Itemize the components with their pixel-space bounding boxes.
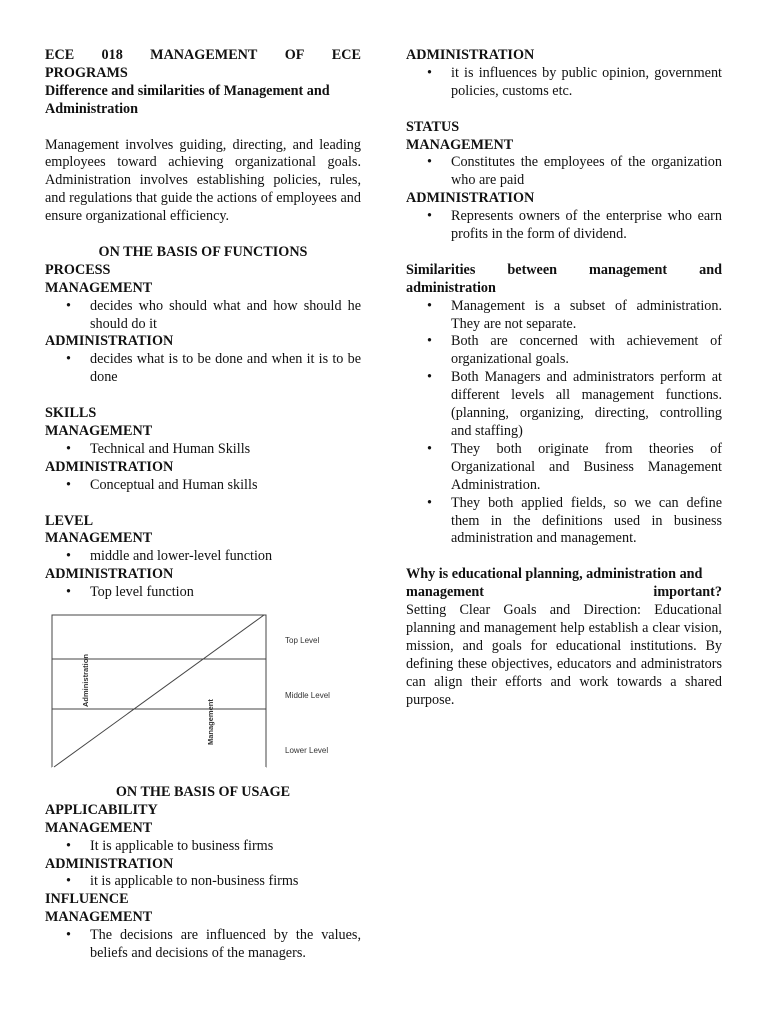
why-body-paragraph: Setting Clear Goals and Direction: Educational planning and management help establish a clear vision, mission, and goals for educational institutions. By defining these objectives, educators and administrators can align their efforts and work towards a shared purpose. — [406, 602, 722, 708]
applicability-label: APPLICABILITY — [45, 801, 158, 818]
influence-label: INFLUENCE — [45, 891, 129, 908]
list-item: • Conceptual and Human skills — [45, 477, 361, 495]
influence-administration-list — [406, 65, 722, 101]
list-item: • It is applicable to business firms — [45, 838, 361, 856]
status-administration-label: ADMINISTRATION — [406, 190, 535, 207]
applicability-management-label: MANAGEMENT — [45, 819, 153, 836]
top-level-label: Top Level — [285, 636, 320, 646]
list-item: • decides what is to be done and when it is to be done — [45, 351, 361, 387]
level-administration-list — [45, 584, 361, 602]
skills-administration-list — [45, 477, 361, 495]
similarities-heading-line1 — [406, 262, 722, 280]
list-item: • Top level function — [45, 584, 361, 602]
process-administration-list — [45, 351, 361, 387]
list-item: • middle and lower-level function — [45, 548, 361, 566]
list-item: • it is applicable to non-business firms — [45, 873, 361, 891]
heading-word: management — [406, 584, 485, 601]
process-administration-label: ADMINISTRATION — [45, 333, 174, 350]
document-title-line2: PROGRAMS — [45, 64, 128, 81]
process-management-list — [45, 298, 361, 334]
title-word: ECE — [45, 47, 75, 63]
list-item: • Constitutes the employees of the organization who are paid — [406, 154, 722, 190]
process-management-label: MANAGEMENT — [45, 279, 153, 296]
heading-word: management — [589, 261, 668, 278]
list-item: • Management is a subset of administration. They are not separate. — [406, 298, 722, 334]
title-word: OF — [284, 47, 305, 63]
status-management-label: MANAGEMENT — [406, 136, 514, 153]
document-title-line1 — [45, 47, 361, 65]
status-administration-list — [406, 208, 722, 244]
list-item: • it is influences by public opinion, government policies, customs etc. — [406, 65, 722, 101]
management-axis-label: Management — [206, 699, 215, 746]
level-management-label: MANAGEMENT — [45, 530, 153, 547]
intro-paragraph: Management involves guiding, directing, and leading employees toward achieving organizational goals. Administration involves establishing policies, rules, and regulations that guide the actions of employees and ensure organizational efficiency. — [45, 136, 361, 225]
skills-management-label: MANAGEMENT — [45, 422, 153, 439]
applicability-administration-label: ADMINISTRATION — [45, 855, 174, 872]
level-label: LEVEL — [45, 512, 94, 529]
left-column — [45, 47, 361, 963]
similarities-list — [406, 298, 722, 549]
status-management-list — [406, 154, 722, 190]
why-heading-line2 — [406, 584, 722, 602]
functions-heading: ON THE BASIS OF FUNCTIONS — [98, 243, 308, 260]
list-item: • Represents owners of the enterprise who earn profits in the form of dividend. — [406, 208, 722, 244]
applicability-administration-list — [45, 873, 361, 891]
skills-administration-label: ADMINISTRATION — [45, 458, 174, 475]
level-management-list — [45, 548, 361, 566]
heading-word: Similarities — [406, 261, 476, 278]
skills-management-list — [45, 441, 361, 459]
status-label: STATUS — [406, 118, 460, 135]
list-item: • The decisions are influenced by the values, beliefs and decisions of the managers. — [45, 927, 361, 963]
list-item: • Both are concerned with achievement of organizational goals. — [406, 333, 722, 369]
influence-management-list — [45, 927, 361, 963]
similarities-heading-line2: administration — [406, 279, 496, 296]
level-administration-label: ADMINISTRATION — [45, 566, 174, 583]
influence-administration-label: ADMINISTRATION — [406, 47, 535, 63]
heading-word: important? — [653, 584, 722, 601]
title-word: MANAGEMENT — [150, 47, 258, 63]
skills-label: SKILLS — [45, 405, 97, 422]
usage-heading: ON THE BASIS OF USAGE — [115, 783, 291, 800]
lower-level-label: Lower Level — [285, 746, 329, 756]
middle-level-label: Middle Level — [285, 691, 330, 701]
influence-management-label: MANAGEMENT — [45, 909, 153, 926]
heading-word: between — [507, 261, 558, 278]
level-diagram — [48, 612, 348, 770]
heading-word: and — [699, 261, 722, 278]
administration-axis-label: Administration — [81, 654, 90, 708]
list-item: • decides who should what and how should he should do it — [45, 298, 361, 334]
list-item: • Technical and Human Skills — [45, 441, 361, 459]
document-subtitle: Difference and similarities of Management and Administration — [45, 82, 330, 117]
list-item: • They both applied fields, so we can define them in the definitions used in business administration and management. — [406, 495, 722, 549]
process-label: PROCESS — [45, 261, 111, 278]
list-item: • Both Managers and administrators perform at different levels all management functions. (planning, organizing, directing, controlling and staffing) — [406, 369, 722, 441]
right-column — [406, 47, 722, 709]
applicability-management-list — [45, 838, 361, 856]
why-heading-line1: Why is educational planning, administration and — [406, 566, 703, 583]
title-word: ECE — [331, 47, 361, 63]
list-item: • They both originate from theories of Organizational and Business Management Administration. — [406, 441, 722, 495]
title-word: 018 — [101, 47, 123, 63]
